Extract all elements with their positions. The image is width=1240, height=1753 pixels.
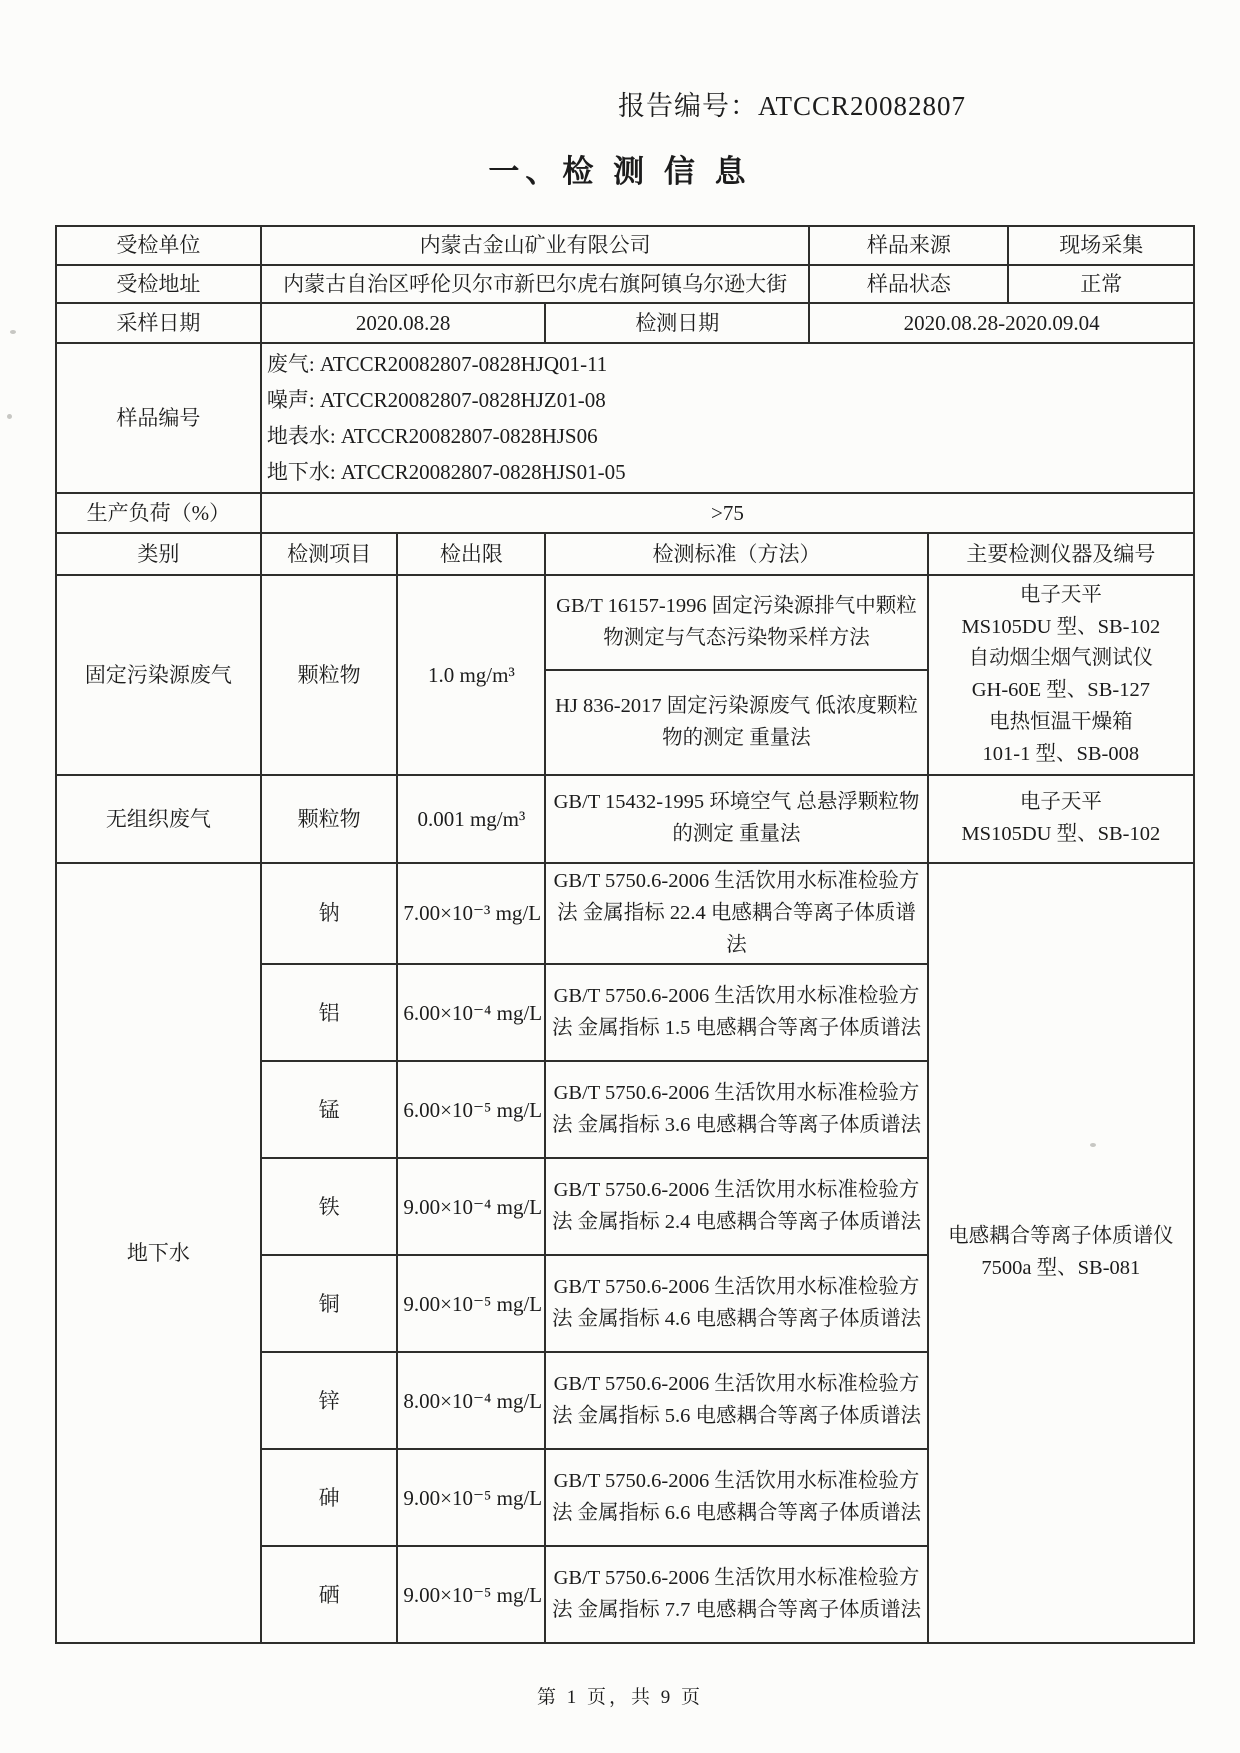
- item-zinc: 锌: [261, 1352, 398, 1449]
- table-row: [56, 343, 1194, 493]
- results-header-row: [56, 533, 1194, 575]
- item-aluminum: 铝: [261, 964, 398, 1061]
- test-info-table: [55, 225, 1195, 1644]
- category-fixed-source: 固定污染源废气: [56, 575, 261, 775]
- column-header-item: 检测项目: [261, 533, 398, 575]
- instrument-line: 自动烟尘烟气测试仪: [968, 647, 1154, 670]
- inspected-address-label: 受检地址: [56, 265, 261, 304]
- inspected-unit-label: 受检单位: [56, 226, 261, 265]
- item-particulate: 颗粒物: [261, 775, 398, 863]
- instrument-line: 7500a 型、SB-081: [981, 1257, 1141, 1280]
- report-number-value: ATCCR20082807: [758, 91, 967, 121]
- instrument-line: 电感耦合等离子体质谱仪: [948, 1225, 1174, 1248]
- table-row: [56, 493, 1194, 533]
- standard-text: GB/T 5750.6-2006 生活饮用水标准检验方法 金属指标 6.6 电感耦合等离子体质谱法: [545, 1449, 927, 1546]
- standard-text: HJ 836-2017 固定污染源废气 低浓度颗粒物的测定 重量法: [545, 670, 927, 775]
- table-row: [56, 226, 1194, 265]
- category-fugitive: 无组织废气: [56, 775, 261, 863]
- instrument-line: 101-1 型、SB-008: [982, 742, 1140, 765]
- limit-value: 9.00×10⁻⁵ mg/L: [397, 1546, 545, 1643]
- item-particulate: 颗粒物: [261, 575, 398, 775]
- table-row: [56, 575, 1194, 670]
- sample-number-item: 地表水: ATCCR20082807-0828HJS06: [266, 424, 598, 449]
- instrument-cell: [928, 575, 1194, 775]
- table-row: [56, 863, 1194, 964]
- instrument-line: 电热恒温干燥箱: [989, 710, 1133, 733]
- test-date-label: 检测日期: [545, 303, 809, 343]
- column-header-limit: 检出限: [397, 533, 545, 575]
- instrument-cell: [928, 863, 1194, 1643]
- standard-text: GB/T 5750.6-2006 生活饮用水标准检验方法 金属指标 5.6 电感耦合等离子体质谱法: [545, 1352, 927, 1449]
- standard-text: GB/T 15432-1995 环境空气 总悬浮颗粒物的测定 重量法: [545, 775, 927, 863]
- report-number-line: [618, 84, 966, 123]
- standard-text: GB/T 5750.6-2006 生活饮用水标准检验方法 金属指标 2.4 电感耦合等离子体质谱法: [545, 1158, 927, 1255]
- standard-text: GB/T 5750.6-2006 生活饮用水标准检验方法 金属指标 22.4 电感耦合等离子体质谱法: [545, 863, 927, 964]
- item-copper: 铜: [261, 1255, 398, 1352]
- standard-text: GB/T 5750.6-2006 生活饮用水标准检验方法 金属指标 4.6 电感耦合等离子体质谱法: [545, 1255, 927, 1352]
- category-groundwater: 地下水: [56, 863, 261, 1643]
- item-arsenic: 砷: [261, 1449, 398, 1546]
- table-row: [56, 303, 1194, 343]
- standard-text: GB/T 5750.6-2006 生活饮用水标准检验方法 金属指标 1.5 电感耦合等离子体质谱法: [545, 964, 927, 1061]
- instrument-line: MS105DU 型、SB-102: [961, 615, 1161, 638]
- instrument-line: GH-60E 型、SB-127: [971, 679, 1150, 702]
- sample-number-label: 样品编号: [56, 343, 261, 493]
- sample-number-item: 废气: ATCCR20082807-0828HJQ01-11: [266, 352, 608, 377]
- limit-value: 6.00×10⁻⁴ mg/L: [397, 964, 545, 1061]
- inspected-address-value: 内蒙古自治区呼伦贝尔市新巴尔虎右旗阿镇乌尔逊大街: [261, 265, 810, 304]
- column-header-category: 类别: [56, 533, 261, 575]
- sample-number-item: 噪声: ATCCR20082807-0828HJZ01-08: [266, 388, 606, 413]
- limit-value: 9.00×10⁻⁵ mg/L: [397, 1255, 545, 1352]
- item-iron: 铁: [261, 1158, 398, 1255]
- column-header-instrument: 主要检测仪器及编号: [928, 533, 1194, 575]
- table-row: [56, 265, 1194, 304]
- inspected-unit-value: 内蒙古金山矿业有限公司: [261, 226, 810, 265]
- standard-text: GB/T 5750.6-2006 生活饮用水标准检验方法 金属指标 7.7 电感耦合等离子体质谱法: [545, 1546, 927, 1643]
- production-load-value: >75: [261, 493, 1194, 533]
- limit-value: 8.00×10⁻⁴ mg/L: [397, 1352, 545, 1449]
- limit-value: 1.0 mg/m³: [397, 575, 545, 775]
- sampling-date-value: 2020.08.28: [261, 303, 545, 343]
- instrument-cell: [928, 775, 1194, 863]
- sample-status-label: 样品状态: [809, 265, 1008, 304]
- sampling-date-label: 采样日期: [56, 303, 261, 343]
- limit-value: 7.00×10⁻³ mg/L: [397, 863, 545, 964]
- report-number-label: 报告编号：: [618, 91, 758, 121]
- test-date-value: 2020.08.28-2020.09.04: [809, 303, 1194, 343]
- production-load-label: 生产负荷（%）: [56, 493, 261, 533]
- sample-source-value: 现场采集: [1008, 226, 1194, 265]
- limit-value: 6.00×10⁻⁵ mg/L: [397, 1061, 545, 1158]
- sample-number-item: 地下水: ATCCR20082807-0828HJS01-05: [266, 460, 626, 485]
- sample-status-value: 正常: [1008, 265, 1194, 304]
- page-footer: 第 1 页，共 9 页: [536, 1687, 703, 1708]
- item-selenium: 硒: [261, 1546, 398, 1643]
- item-manganese: 锰: [261, 1061, 398, 1158]
- page-title: 一、检 测 信 息: [488, 154, 752, 189]
- sample-source-label: 样品来源: [809, 226, 1008, 265]
- item-sodium: 钠: [261, 863, 398, 964]
- limit-value: 9.00×10⁻⁵ mg/L: [397, 1449, 545, 1546]
- instrument-line: MS105DU 型、SB-102: [961, 823, 1161, 846]
- limit-value: 9.00×10⁻⁴ mg/L: [397, 1158, 545, 1255]
- limit-value: 0.001 mg/m³: [397, 775, 545, 863]
- table-row: [56, 775, 1194, 863]
- standard-text: GB/T 5750.6-2006 生活饮用水标准检验方法 金属指标 3.6 电感耦合等离子体质谱法: [545, 1061, 927, 1158]
- column-header-standard: 检测标准（方法）: [545, 533, 927, 575]
- instrument-line: 电子天平: [1019, 583, 1102, 606]
- sample-number-list: [261, 343, 1194, 493]
- scan-speck: [10, 330, 16, 334]
- instrument-line: 电子天平: [1019, 791, 1102, 814]
- standard-text: GB/T 16157-1996 固定污染源排气中颗粒物测定与气态污染物采样方法: [545, 575, 927, 670]
- scan-speck: [7, 414, 12, 419]
